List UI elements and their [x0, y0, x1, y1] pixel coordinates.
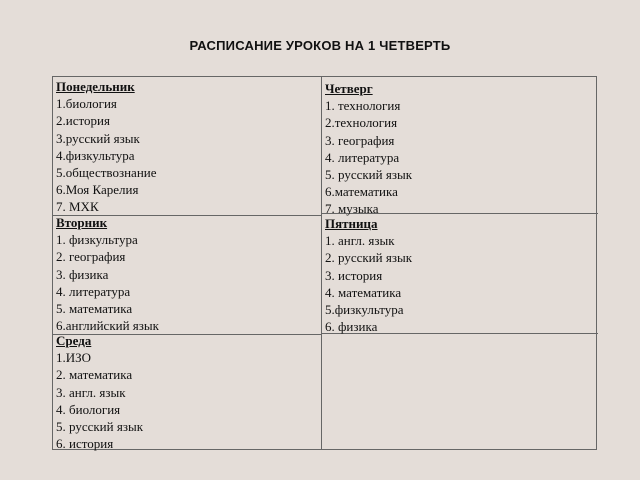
schedule-title: РАСПИСАНИЕ УРОКОВ НА 1 ЧЕТВЕРТЬ — [189, 38, 451, 53]
lesson-item: 4. литература — [325, 149, 400, 165]
lesson-item: 3. география — [325, 132, 395, 148]
lesson-item: 2.технология — [325, 115, 398, 131]
lesson-item: 5.обществознание — [56, 165, 157, 181]
lesson-item: 1. технология — [325, 98, 401, 114]
lesson-item: 2. русский язык — [325, 250, 413, 266]
lesson-item: 6. история — [56, 436, 114, 452]
day-name-friday: Пятница — [325, 216, 378, 231]
lesson-item: 5. математика — [56, 301, 133, 317]
lesson-item: 7. музыка — [325, 201, 379, 217]
day-name-wednesday: Среда — [56, 333, 92, 348]
lesson-item: 5.физкультура — [325, 302, 404, 318]
day-cell-tuesday — [56, 214, 159, 334]
lesson-item: 3.русский язык — [56, 130, 140, 146]
lesson-item: 5. русский язык — [56, 419, 144, 435]
lesson-item: 6.Моя Карелия — [56, 182, 139, 198]
lesson-item: 1. англ. язык — [325, 233, 395, 249]
lesson-item: 6.математика — [325, 184, 398, 200]
lesson-item: 4. биология — [56, 401, 121, 417]
lesson-item: 1.ИЗО — [56, 350, 92, 366]
day-cell-wednesday — [56, 332, 143, 452]
lesson-item: 6. физика — [325, 319, 378, 335]
lesson-item: 6.английский язык — [56, 318, 159, 334]
day-cell-friday — [325, 215, 412, 335]
lesson-item: 3. история — [325, 267, 383, 283]
lesson-item: 3. англ. язык — [56, 384, 126, 400]
schedule-table — [52, 76, 597, 450]
empty-cell — [325, 335, 595, 445]
lesson-item: 4. математика — [325, 284, 402, 300]
day-name-tuesday: Вторник — [56, 215, 108, 230]
day-name-thursday: Четверг — [325, 81, 373, 96]
column-divider — [321, 77, 322, 449]
lesson-item: 4.физкультура — [56, 147, 135, 163]
lesson-item: 2.история — [56, 113, 110, 129]
lesson-item: 2. география — [56, 249, 126, 265]
day-name-monday: Понедельник — [56, 79, 135, 94]
lesson-item: 5. русский язык — [325, 167, 413, 183]
day-cell-monday — [56, 78, 157, 216]
lesson-item: 1. физкультура — [56, 232, 138, 248]
lesson-item: 3. физика — [56, 266, 109, 282]
day-cell-thursday — [325, 80, 412, 218]
lesson-item: 2. математика — [56, 367, 133, 383]
lesson-item: 7. МХК — [56, 199, 99, 215]
lesson-item: 1.биология — [56, 96, 117, 112]
lesson-item: 4. литература — [56, 283, 131, 299]
